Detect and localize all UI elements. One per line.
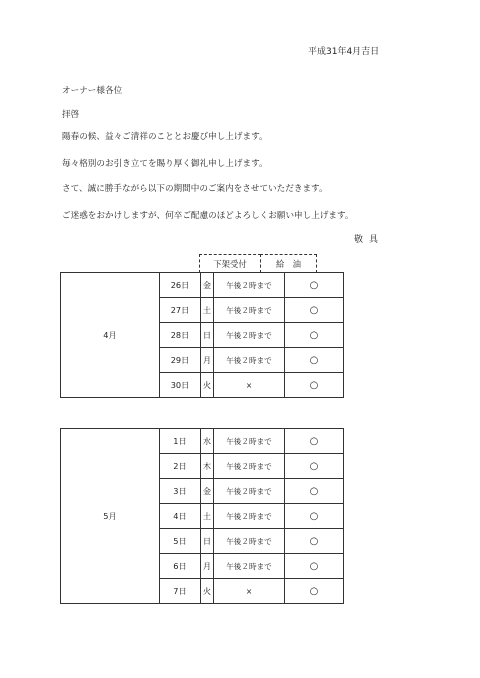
day-cell: 30日 (160, 373, 201, 398)
oil-cell: ○ (285, 323, 344, 348)
receive-cell: 午後２時まで (214, 454, 285, 479)
day-cell: 28日 (160, 323, 201, 348)
day-cell: 6日 (160, 554, 201, 579)
oil-cell: ○ (285, 348, 344, 373)
day-cell: 4日 (160, 504, 201, 529)
receive-cell: 午後２時まで (214, 273, 285, 298)
day-cell: 1日 (160, 429, 201, 454)
receive-cell: × (214, 373, 285, 398)
paragraph-2: 毎々格別のお引き立てを賜り厚く御礼申し上げます。 (62, 159, 268, 169)
receive-cell: 午後２時まで (214, 323, 285, 348)
oil-cell: ○ (285, 504, 344, 529)
oil-cell: ○ (285, 529, 344, 554)
receive-cell: 午後２時まで (214, 298, 285, 323)
oil-cell: ○ (285, 273, 344, 298)
weekday-cell: 土 (201, 298, 214, 323)
oil-cell: ○ (285, 454, 344, 479)
oil-cell: ○ (285, 579, 344, 604)
oil-cell: ○ (285, 479, 344, 504)
oil-cell: ○ (285, 429, 344, 454)
oil-cell: ○ (285, 554, 344, 579)
weekday-cell: 月 (201, 348, 214, 373)
april-table (60, 272, 344, 398)
month-label: 5月 (61, 429, 160, 604)
paragraph-1: 陽春の候、益々ご清祥のこととお慶び申し上げます。 (62, 132, 268, 142)
paragraph-4: ご迷惑をおかけしますが、何卒ご配慮のほどよろしくお願い申し上げます。 (62, 211, 354, 221)
month-label: 4月 (61, 273, 160, 398)
header-oil: 給 油 (260, 254, 317, 273)
table-row (61, 273, 344, 298)
day-cell: 27日 (160, 298, 201, 323)
oil-cell: ○ (285, 298, 344, 323)
weekday-cell: 金 (201, 273, 214, 298)
weekday-cell: 日 (201, 323, 214, 348)
weekday-cell: 火 (201, 373, 214, 398)
receive-cell: 午後２時まで (214, 529, 285, 554)
salutation: オーナー様各位 (62, 86, 123, 96)
oil-cell: ○ (285, 373, 344, 398)
receive-cell: × (214, 579, 285, 604)
weekday-cell: 日 (201, 529, 214, 554)
weekday-cell: 土 (201, 504, 214, 529)
day-cell: 5日 (160, 529, 201, 554)
weekday-cell: 水 (201, 429, 214, 454)
may-table (60, 428, 344, 604)
header-receive: 下架受付 (199, 254, 261, 273)
weekday-cell: 火 (201, 579, 214, 604)
day-cell: 29日 (160, 348, 201, 373)
weekday-cell: 月 (201, 554, 214, 579)
day-cell: 26日 (160, 273, 201, 298)
day-cell: 2日 (160, 454, 201, 479)
table-row (61, 429, 344, 454)
receive-cell: 午後２時まで (214, 348, 285, 373)
receive-cell: 午後２時まで (214, 504, 285, 529)
weekday-cell: 木 (201, 454, 214, 479)
receive-cell: 午後２時まで (214, 429, 285, 454)
closing: 敬具 (354, 235, 385, 245)
receive-cell: 午後２時まで (214, 479, 285, 504)
opening: 拝啓 (62, 110, 80, 120)
day-cell: 7日 (160, 579, 201, 604)
day-cell: 3日 (160, 479, 201, 504)
paragraph-3: さて、誠に勝手ながら以下の期間中のご案内をさせていただきます。 (62, 184, 328, 194)
weekday-cell: 金 (201, 479, 214, 504)
receive-cell: 午後２時まで (214, 554, 285, 579)
document-date: 平成31年4月吉日 (308, 47, 380, 57)
